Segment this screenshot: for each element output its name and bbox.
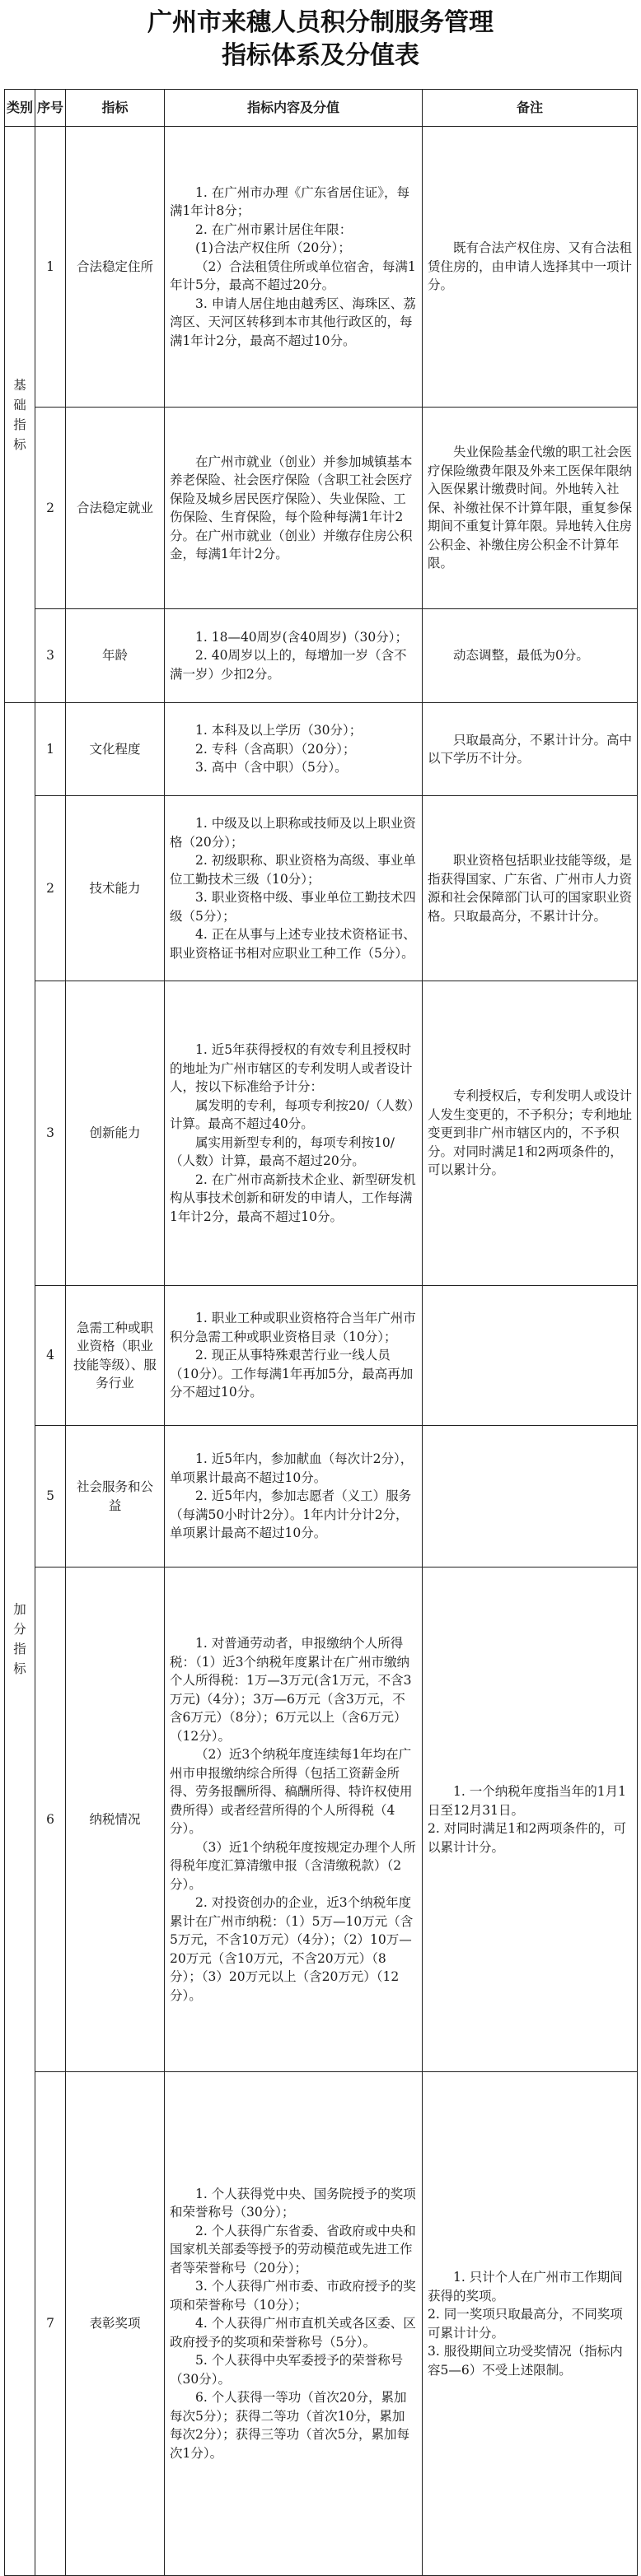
content-line: 2. 对投资创办的企业，近3个纳税年度累计在广州市纳税：（1）5万—10万元（含5万元，不含10万元）（4分）；（2）10万—20万元（含10万元，不含20万元）（8分）；（3）20万元以上（含20万元）（12分）。 bbox=[170, 1895, 414, 2003]
table-row bbox=[5, 703, 638, 796]
table-row bbox=[5, 981, 638, 1286]
content-line: 2. 在广州市累计居住年限： bbox=[195, 221, 353, 237]
row-content bbox=[165, 703, 423, 796]
content-line: 属发明的专利，每项专利按20/（人数）计算。最高不超过40分。 bbox=[170, 1097, 414, 1131]
row-indicator: 社会服务和公益 bbox=[66, 1426, 165, 1567]
category-bonus: 加分指标 bbox=[5, 703, 35, 2576]
row-note bbox=[423, 408, 638, 609]
row-note bbox=[423, 609, 638, 703]
row-note bbox=[423, 2072, 638, 2576]
row-content bbox=[165, 796, 423, 981]
content-line: 2. 40周岁以上的，每增加一岁（含不满一岁）少扣2分。 bbox=[170, 648, 407, 682]
header-note: 备注 bbox=[423, 90, 638, 127]
row-content bbox=[165, 981, 423, 1286]
row-index: 2 bbox=[35, 408, 66, 609]
row-indicator: 表彰奖项 bbox=[66, 2072, 165, 2576]
note-text: 只取最高分，不累计计分。高中以下学历不计分。 bbox=[428, 732, 633, 766]
category-basic: 基础指标 bbox=[5, 127, 35, 703]
row-indicator: 合法稳定住所 bbox=[66, 127, 165, 408]
content-line: 1. 近5年内，参加献血（每次计2分），单项累计最高不超过10分。 bbox=[170, 1451, 414, 1485]
note-text: 既有合法产权住房、又有合法租赁住房的，由申请人选择其中一项计分。 bbox=[428, 240, 633, 293]
note-text: 失业保险基金代缴的职工社会医疗保险缴费年限及外来工医保年限纳入医保累计缴费时间。外地转入社保、补缴社保不计算年限，重复参保期间不重复计算年限。异地转入住房公积金、补缴住房公积金不计算年限。 bbox=[428, 445, 633, 571]
row-content bbox=[165, 1567, 423, 2072]
row-index: 2 bbox=[35, 796, 66, 981]
row-content bbox=[165, 127, 423, 408]
content-line: 2. 现正从事特殊艰苦行业一线人员（10分）。工作每满1年再加5分，最高再加分不超过10分。 bbox=[170, 1348, 414, 1400]
table-row bbox=[5, 2072, 638, 2576]
table-row bbox=[5, 796, 638, 981]
row-content bbox=[165, 609, 423, 703]
row-index: 6 bbox=[35, 1567, 66, 2072]
note-text: 动态调整，最低为0分。 bbox=[453, 648, 589, 664]
title-line-1: 广州市来穗人员积分制服务管理 bbox=[147, 8, 494, 37]
header-content: 指标内容及分值 bbox=[165, 90, 423, 127]
row-index: 4 bbox=[35, 1286, 66, 1426]
row-note bbox=[423, 796, 638, 981]
content-line: 1. 近5年获得授权的有效专利且授权时的地址为广州市辖区的专利发明人或者设计人，按以下标准给予计分： bbox=[170, 1042, 413, 1094]
table-row bbox=[5, 609, 638, 703]
content-line: （2）合法租赁住所或单位宿舍，每满1年计5分，最高不超过20分。 bbox=[170, 259, 416, 293]
note-text: 1. 只计个人在广州市工作期间获得的奖项。 2. 同一奖项只取最高分，不同奖项可累计计分。 3. 服役期间立功受奖情况（指标内容5—6）不受上述限制。 bbox=[428, 2270, 623, 2378]
content-line: 1. 本科及以上学历（30分）； bbox=[195, 723, 363, 738]
page-title bbox=[0, 0, 641, 79]
row-note bbox=[423, 1426, 638, 1567]
row-index: 1 bbox=[35, 127, 66, 408]
content-line: 1. 18—40周岁(含40周岁)（30分）； bbox=[195, 629, 408, 645]
table-row bbox=[5, 1567, 638, 2072]
content-line: 1. 对普通劳动者，申报缴纳个人所得税：（1）近3个纳税年度累计在广州市缴纳个人所得税：1万—3万元(含1万元，不含3万元)（4分）；3万—6万元（含3万元，不含6万元）（8分）；6万元以上（含6万元）（12分）。 bbox=[170, 1636, 412, 1744]
row-indicator: 技术能力 bbox=[66, 796, 165, 981]
row-indicator: 年龄 bbox=[66, 609, 165, 703]
indicator-table bbox=[4, 89, 638, 2576]
row-note bbox=[423, 703, 638, 796]
content-line: （2）近3个纳税年度连续每1年均在广州市申报缴纳综合所得（包括工资薪金所得、劳务报酬所得、稿酬所得、特许权使用费所得）或者经营所得的个人所得税（4分）。 bbox=[170, 1747, 413, 1836]
content-line: (1)合法产权住所（20分）； bbox=[195, 240, 351, 256]
content-line: 3. 个人获得广州市委、市政府授予的奖项和荣誉称号（10分）； bbox=[170, 2279, 416, 2313]
table-row bbox=[5, 127, 638, 408]
content-line: 3. 高中（含中职）（5分）。 bbox=[195, 760, 348, 776]
content-line: 1. 中级及以上职称或技师及以上职业资格（20分）； bbox=[170, 816, 416, 850]
header-category: 类别 bbox=[5, 90, 35, 127]
row-content bbox=[165, 408, 423, 609]
row-indicator: 急需工种或职业资格（职业技能等级）、服务行业 bbox=[66, 1286, 165, 1426]
row-note bbox=[423, 127, 638, 408]
row-index: 3 bbox=[35, 981, 66, 1286]
content-line: 3. 申请人居住地由越秀区、海珠区、荔湾区、天河区转移到本市其他行政区的，每满1年计2分，最高不超过10分。 bbox=[170, 296, 416, 348]
content-line: 2. 个人获得广东省委、省政府或中央和国家机关部委等授予的劳动模范或先进工作者等荣誉称号（20分）； bbox=[170, 2223, 416, 2276]
row-content bbox=[165, 1426, 423, 1567]
row-note bbox=[423, 981, 638, 1286]
content-line: 2. 专科（含高职）（20分）； bbox=[195, 741, 356, 757]
note-text: 职业资格包括职业技能等级，是指获得国家、广东省、广州市人力资源和社会保障部门认可的国家职业资格。只取最高分，不累计计分。 bbox=[428, 853, 633, 924]
content-line: 2. 在广州市高新技术企业、新型研发机构从事技术创新和研发的申请人，工作每满1年计2分，最高不超过10分。 bbox=[170, 1172, 416, 1224]
row-indicator: 纳税情况 bbox=[66, 1567, 165, 2072]
row-indicator: 文化程度 bbox=[66, 703, 165, 796]
row-content bbox=[165, 1286, 423, 1426]
content-line: 2. 近5年内，参加志愿者（义工）服务（每满50小时计2分）。1年内计分计2分，单项累计最高不超过10分。 bbox=[170, 1488, 412, 1541]
row-note bbox=[423, 1567, 638, 2072]
table-row bbox=[5, 1426, 638, 1567]
row-index: 1 bbox=[35, 703, 66, 796]
row-content bbox=[165, 2072, 423, 2576]
content-line: 1. 个人获得党中央、国务院授予的奖项和荣誉称号（30分）； bbox=[170, 2186, 416, 2220]
content-line: 1. 在广州市办理《广东省居住证》，每满1年计8分； bbox=[170, 184, 409, 219]
content-line: 4. 个人获得广州市直机关或各区委、区政府授予的奖项和荣誉称号（5分）。 bbox=[170, 2316, 416, 2350]
note-text: 1. 一个纳税年度指当年的1月1日至12月31日。 2. 对同时满足1和2两项条件的，可以累计计分。 bbox=[428, 1784, 626, 1855]
content-line: 4. 正在从事与上述专业技术资格证书、职业资格证书相对应职业工种工作（5分）。 bbox=[170, 927, 416, 961]
content-line: 属实用新型专利的，每项专利按10/（人数）计算，最高不超过20分。 bbox=[170, 1134, 395, 1168]
row-index: 7 bbox=[35, 2072, 66, 2576]
content-line: 在广州市就业（创业）并参加城镇基本养老保险、社会医疗保险（含职工社会医疗保险及城乡居民医疗保险）、失业保险、工伤保险、生育保险，每个险种每满1年计2分。在广州市就业（创业）并缴存住房公积金，每满1年计2分。 bbox=[170, 454, 413, 561]
table-row bbox=[5, 1286, 638, 1426]
header-indicator: 指标 bbox=[66, 90, 165, 127]
title-line-2: 指标体系及分值表 bbox=[222, 41, 419, 70]
note-text: 专利授权后，专利发明人或设计人发生变更的，不予积分；专利地址变更到非广州市辖区内的，不予积分。对同时满足1和2两项条件的，可以累计分。 bbox=[428, 1088, 633, 1178]
row-index: 5 bbox=[35, 1426, 66, 1567]
content-line: 5. 个人获得中央军委授予的荣誉称号（30分）。 bbox=[170, 2353, 404, 2387]
table-header-row bbox=[5, 90, 638, 127]
row-indicator: 合法稳定就业 bbox=[66, 408, 165, 609]
content-line: （3）近1个纳税年度按规定办理个人所得税年度汇算清缴申报（含清缴税款）（2分）。 bbox=[170, 1839, 416, 1892]
content-line: 1. 职业工种或职业资格符合当年广州市积分急需工种或职业资格目录（10分）； bbox=[170, 1311, 416, 1344]
row-indicator: 创新能力 bbox=[66, 981, 165, 1286]
content-line: 2. 初级职称、职业资格为高级、事业单位工勤技术三级（10分）； bbox=[170, 853, 416, 887]
header-index: 序号 bbox=[35, 90, 66, 127]
row-note bbox=[423, 1286, 638, 1426]
content-line: 3. 职业资格中级、事业单位工勤技术四级（5分）； bbox=[170, 890, 416, 924]
content-line: 6. 个人获得一等功（首次20分，累加每次5分）；获得二等功（首次10分，累加每次2分）；获得三等功（首次5分，累加每次1分）。 bbox=[170, 2390, 409, 2461]
table-row bbox=[5, 408, 638, 609]
row-index: 3 bbox=[35, 609, 66, 703]
